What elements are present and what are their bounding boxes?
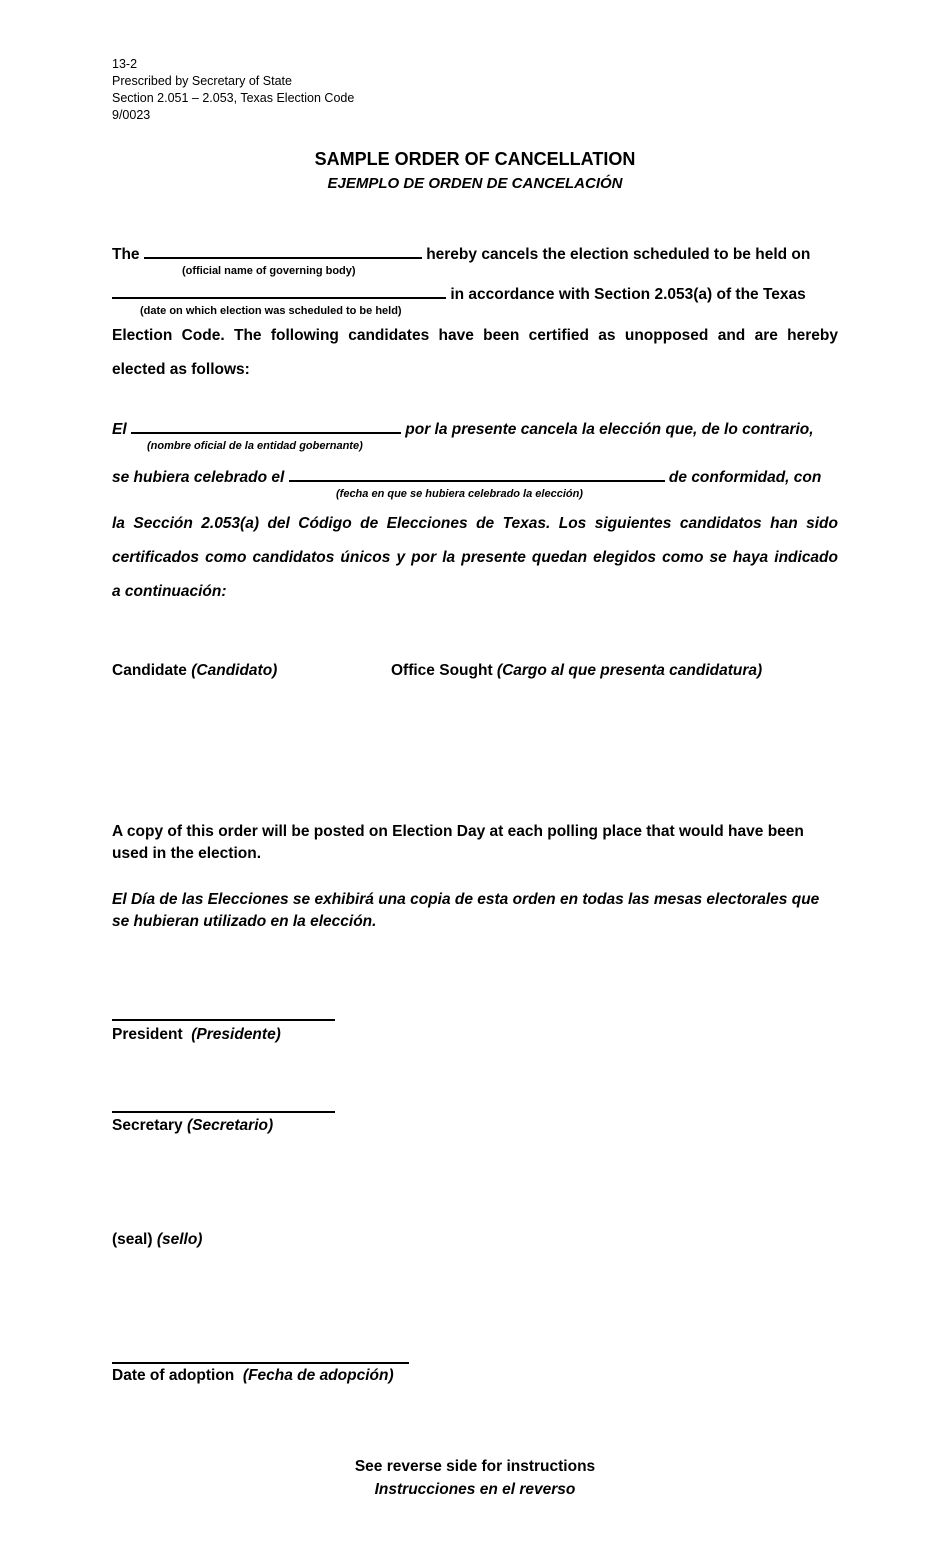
el-word: El [112,421,127,438]
cancela-text: por la presente cancela la elección que, de lo contrario, [405,421,814,438]
election-date-blank[interactable] [112,283,446,299]
fecha-blank[interactable] [289,466,665,482]
spanish-line-3: la Sección 2.053(a) del Código de Elecciones de Texas. Los siguientes candidatos han sido [112,515,838,532]
office-header: Office Sought (Cargo al que presenta candidatura) [391,662,763,679]
election-date-caption: (date on which election was scheduled to be held) [140,305,402,317]
president-label: President (Presidente) [112,1026,281,1043]
the-word: The [112,246,140,263]
secretary-signature-line[interactable] [112,1111,335,1113]
footer-instructions-es: Instrucciones en el reverso [374,1481,576,1498]
page-subtitle: EJEMPLO DE ORDEN DE CANCELACIÓN [327,175,623,192]
candidate-header: Candidate (Candidato) [112,662,278,679]
english-line-4: elected as follows: [112,361,250,378]
spanish-line-2 [112,466,838,487]
english-line-3: Election Code. The following candidates have been certified as unopposed and are hereby [112,327,838,344]
president-signature-line[interactable] [112,1019,335,1021]
spanish-line-1 [112,418,838,439]
entidad-blank[interactable] [131,418,401,434]
celebrado-text: se hubiera celebrado el [112,469,285,486]
governing-body-caption: (official name of governing body) [182,265,356,277]
secretary-label: Secretary (Secretario) [112,1117,274,1134]
english-line-1 [112,243,838,264]
accordance-text: in accordance with Section 2.053(a) of the Texas [450,286,806,303]
governing-body-blank[interactable] [144,243,422,259]
form-number: 13-2 [112,57,138,71]
adoption-date-line[interactable] [112,1362,409,1364]
section-reference: Section 2.051 – 2.053, Texas Election Code [112,91,355,105]
spanish-line-4: certificados como candidatos únicos y por la presente quedan elegidos como se haya indicado [112,549,838,566]
seal-label: (seal) (sello) [112,1231,203,1248]
page-title: SAMPLE ORDER OF CANCELLATION [314,149,636,169]
adoption-label: Date of adoption (Fecha de adopción) [112,1367,394,1384]
conformidad-text: de conformidad, con [668,469,822,486]
footer-instructions: See reverse side for instructions [354,1458,596,1475]
prescribed-by: Prescribed by Secretary of State [112,74,292,88]
fecha-caption: (fecha en que se hubiera celebrado la elección) [336,488,583,500]
posting-spanish: El Día de las Elecciones se exhibirá una copia de esta orden en todas las mesas electorales que se hubieran utilizado en la elección. [112,891,820,930]
posting-english: A copy of this order will be posted on Election Day at each polling place that would have been used in the election. [112,823,804,862]
entidad-caption: (nombre oficial de la entidad gobernante) [147,440,363,452]
spanish-line-5: a continuación: [112,583,227,600]
english-line-2 [112,283,838,304]
cancels-text: hereby cancels the election scheduled to be held on [426,246,811,263]
revision-date: 9/0023 [112,108,151,122]
